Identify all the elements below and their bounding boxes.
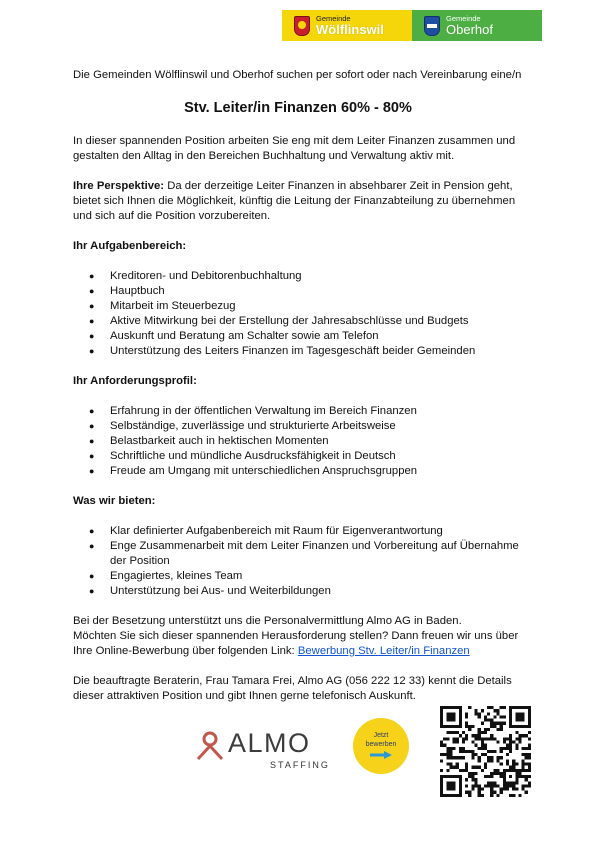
- list-item: ● Selbständige, zuverlässige und strukturierte Arbeitsweise: [110, 419, 523, 434]
- woelflinswil-label: Wölflinswil: [316, 21, 384, 37]
- tasks-list: [73, 269, 523, 359]
- list-item: ● Engagiertes, kleines Team: [110, 569, 523, 584]
- logo-oberhof: [412, 10, 542, 41]
- list-item: ● Aktive Mitwirkung bei der Erstellung der Jahresabschlüsse und Budgets: [110, 314, 523, 329]
- requirements-list: [73, 404, 523, 479]
- list-item: ● Mitarbeit im Steuerbezug: [110, 299, 523, 314]
- almo-subtitle: STAFFING: [270, 760, 330, 770]
- apply-line-1: Jetzt: [373, 732, 389, 739]
- list-item: ● Unterstützung bei Aus- und Weiterbildungen: [110, 584, 523, 599]
- woelflinswil-label-small: Gemeinde: [316, 14, 351, 24]
- apply-line-2: bewerben: [365, 741, 397, 748]
- qr-code[interactable]: [440, 706, 531, 797]
- almo-staffing-logo: [193, 728, 330, 773]
- list-item: ● Klar definierter Aufgabenbereich mit Raum für Eigenverantwortung: [110, 524, 523, 539]
- list-item: ● Kreditoren- und Debitorenbuchhaltung: [110, 269, 523, 284]
- perspective-paragraph: [73, 179, 523, 224]
- arrow-right-icon: [370, 751, 392, 759]
- apply-text: Möchten Sie sich dieser spannenden Herausforderung stellen? Dann freuen wir uns über Ihre Online-Bewerbung über folgenden Link:: [73, 630, 519, 657]
- job-ad-body: [73, 68, 523, 704]
- almo-person-icon: [195, 731, 225, 761]
- apply-now-button[interactable]: [353, 718, 409, 774]
- perspective-text: Da der derzeitige Leiter Finanzen in absehbarer Zeit in Pension geht, bietet sich Ihnen die Möglichkeit, künftig die Leitung der Finanzabteilung zu übernehmen und sich auf die Position vorzubereiten.: [73, 180, 516, 222]
- list-item: ● Erfahrung in der öffentlichen Verwaltung im Bereich Finanzen: [110, 404, 523, 419]
- intro-text: Die Gemeinden Wölflinswil und Oberhof suchen per sofort oder nach Vereinbarung eine/n: [73, 69, 522, 81]
- list-item: ● Hauptbuch: [110, 284, 523, 299]
- offer-heading: Was wir bieten:: [73, 495, 156, 507]
- oberhof-label: Oberhof: [446, 21, 493, 37]
- tasks-heading: Ihr Aufgabenbereich:: [73, 240, 187, 252]
- perspective-label: Ihre Perspektive:: [73, 180, 165, 192]
- apply-paragraph: [73, 629, 523, 659]
- oberhof-label-small: Gemeinde: [446, 14, 481, 24]
- contact-text: Die beauftragte Beraterin, Frau Tamara Frei, Almo AG (056 222 12 33) kennt die Details dieser attraktiven Position und gibt Ihnen gerne telefonisch Auskunft.: [73, 675, 512, 702]
- list-item: ● Freude am Umgang mit unterschiedlichen Anspruchsgruppen: [110, 464, 523, 479]
- footer: [0, 700, 600, 810]
- almo-wordmark: ALMO: [228, 728, 311, 758]
- municipality-logos: [282, 10, 542, 41]
- description-text: In dieser spannenden Position arbeiten Sie eng mit dem Leiter Finanzen zusammen und gestalten den Alltag in den Bereichen Buchhaltung und Verwaltung aktiv mit.: [73, 135, 516, 162]
- application-link[interactable]: Bewerbung Stv. Leiter/in Finanzen: [297, 645, 470, 657]
- list-item: ● Belastbarkeit auch in hektischen Momenten: [110, 434, 523, 449]
- oberhof-crest-icon: [424, 16, 440, 36]
- woelflinswil-crest-icon: [294, 16, 310, 36]
- offer-list: [73, 524, 523, 599]
- list-item: ● Enge Zusammenarbeit mit dem Leiter Finanzen und Vorbereitung auf Übernahme der Position: [110, 539, 523, 569]
- list-item: ● Auskunft und Beratung am Schalter sowie am Telefon: [110, 329, 523, 344]
- recruiter-note: Bei der Besetzung unterstützt uns die Personalvermittlung Almo AG in Baden.: [73, 615, 462, 627]
- requirements-heading: Ihr Anforderungsprofil:: [73, 375, 197, 387]
- job-title: Stv. Leiter/in Finanzen 60% - 80%: [184, 100, 412, 116]
- logo-woelflinswil: [282, 10, 412, 41]
- list-item: ● Schriftliche und mündliche Ausdrucksfähigkeit in Deutsch: [110, 449, 523, 464]
- list-item: ● Unterstützung des Leiters Finanzen im Tagesgeschäft beider Gemeinden: [110, 344, 523, 359]
